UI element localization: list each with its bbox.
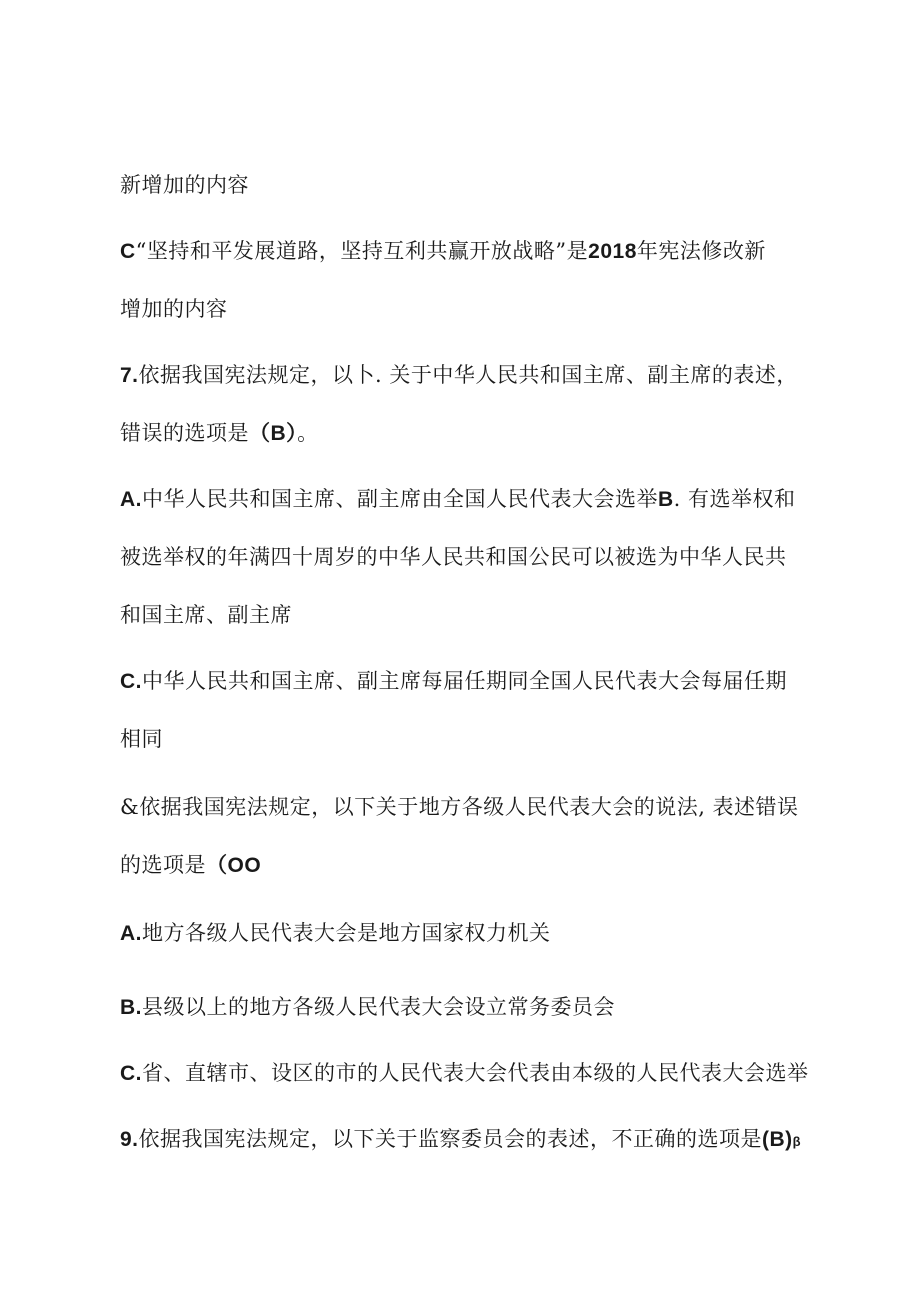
option-text: 中华人民共和国主席、副主席由全国人民代表大会选举: [142, 487, 658, 511]
option-text: 省、直辖市、设区的市的人民代表大会代表由本级的人民代表大会选举: [142, 1061, 809, 1085]
text-line: [120, 296, 228, 322]
text-line: [120, 544, 787, 570]
text: 被选举权的年满四十周岁的中华人民共和国公民可以被选为中华人民共: [120, 545, 787, 569]
text: 年宪法修改新: [636, 239, 766, 263]
text-line: [120, 172, 249, 198]
option-c: [120, 668, 787, 695]
option-b: [120, 994, 615, 1021]
answer: （OO: [206, 854, 262, 877]
text: 错误的选项是: [120, 421, 249, 445]
option-a: [120, 486, 796, 513]
text: 增加的内容: [120, 297, 228, 321]
option-letter: C: [120, 240, 136, 263]
answer: （B）: [249, 422, 298, 445]
option-letter: B.: [120, 996, 142, 1019]
question-number: 9.: [120, 1128, 139, 1151]
question-8: [120, 794, 799, 820]
text: “坚持和平发展道路，坚持互利共赢开放战略”是: [135, 239, 589, 263]
option-letter: C.: [120, 670, 142, 693]
question-text: 依据我国宪法规定，以下关于监察委员会的表述，不正确的选项是: [138, 1127, 763, 1151]
option-text: 地方各级人民代表大会是地方国家权力机关: [142, 921, 551, 945]
text-line: [120, 602, 292, 628]
text: 新增加的内容: [120, 173, 249, 197]
question-9: [120, 1126, 801, 1155]
text: 。: [297, 421, 319, 445]
question-text: 依据我国宪法规定，以卜. 关于中华人民共和国主席、副主席的表述，: [138, 363, 798, 387]
question-7: [120, 362, 798, 389]
text: 的选项是: [120, 853, 206, 877]
text-line: [120, 726, 163, 752]
option-text: 中华人民共和国主席、副主席每届任期同全国人民代表大会每届任期: [142, 669, 787, 693]
year: 2018: [588, 240, 637, 263]
option-text: . 有选举权和: [673, 487, 796, 511]
text-line: [120, 420, 319, 447]
option-letter: A.: [120, 922, 142, 945]
option-a: [120, 920, 551, 947]
option-letter: C.: [120, 1062, 142, 1085]
option-c: [120, 1060, 809, 1087]
option-letter: B: [658, 488, 674, 511]
text-line: [120, 238, 766, 265]
text: 和国主席、副主席: [120, 603, 292, 627]
option-letter: A.: [120, 488, 142, 511]
text: 相同: [120, 727, 163, 751]
text: β: [792, 1134, 802, 1149]
question-text: &依据我国宪法规定，以下关于地方各级人民代表大会的说法, 表述错误: [120, 795, 799, 819]
answer: (B): [762, 1128, 793, 1151]
question-number: 7.: [120, 364, 139, 387]
option-text: 县级以上的地方各级人民代表大会设立常务委员会: [142, 995, 615, 1019]
text-line: [120, 852, 261, 879]
